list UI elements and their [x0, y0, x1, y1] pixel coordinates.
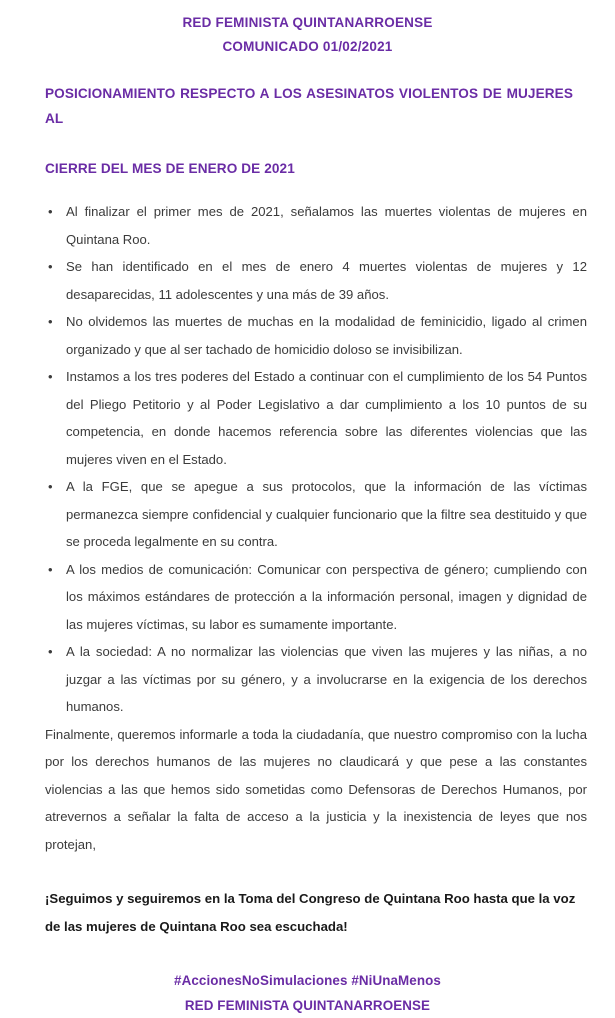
list-item: [45, 473, 587, 556]
page-title-line-1: POSICIONAMIENTO RESPECTO A LOS ASESINATOS VIOLENTOS DE MUJERES AL: [45, 86, 573, 126]
communique-body: [45, 198, 587, 858]
list-item: [45, 363, 587, 473]
page-title-line-2: CIERRE DEL MES DE ENERO DE 2021: [45, 161, 295, 176]
list-item: [45, 556, 587, 639]
list-item-text: Se han identificado en el mes de enero 4 muertes violentas de mujeres y 12 desaparecidas, 11 adolescentes y una más de 39 años.: [66, 259, 587, 302]
organization-name: RED FEMINISTA QUINTANARROENSE: [182, 15, 433, 30]
list-item-text: No olvidemos las muertes de muchas en la modalidad de feminicidio, ligado al crimen organizado y que al ser tachado de homicidio doloso se invisibilizan.: [66, 314, 587, 357]
demands-list: [45, 198, 587, 721]
list-item: [45, 253, 587, 308]
closing-paragraph: Finalmente, queremos informarle a toda la ciudadanía, que nuestro compromiso con la lucha por los derechos humanos de las mujeres no claudicará y que pese a las constantes violencias a las que hemos sido sometidas como Defensoras de Derechos Humanos, por atrevernos a señalar la falta de acceso a la justicia y la inexistencia de leyes que nos protejan,: [45, 726, 587, 852]
hashtags: #AccionesNoSimulaciones #NiUnaMenos: [174, 973, 441, 988]
list-item: [45, 198, 587, 253]
list-item: [45, 308, 587, 363]
list-item-text: Instamos a los tres poderes del Estado a continuar con el cumplimiento de los 54 Puntos del Pliego Petitorio y al Poder Legislativo a dar cumplimiento a los 10 puntos de su competencia, en donde hacemos referencia sobre las diferentes violencias que las mujeres viven en el Estado.: [66, 369, 587, 467]
list-item-text: A la FGE, que se apegue a sus protocolos, que la información de las víctimas permanezca siempre confidencial y cualquier funcionario que la filtre sea destituido y que se proceda legalmente en su contra.: [66, 479, 587, 549]
bulletin-number: COMUNICADO 01/02/2021: [222, 39, 393, 54]
list-item-text: A los medios de comunicación: Comunicar con perspectiva de género; cumpliendo con los máximos estándares de protección a la información personal, imagen y dignidad de las mujeres víctimas, su labor es sumamente importante.: [66, 561, 587, 632]
list-item: [45, 638, 587, 721]
list-item-text: Al finalizar el primer mes de 2021, señalamos las muertes violentas de mujeres en Quintana Roo.: [66, 204, 587, 247]
call-to-action: ¡Seguimos y seguiremos en la Toma del Congreso de Quintana Roo hasta que la voz de las mujeres de Quintana Roo sea escuchada!: [45, 891, 576, 934]
footer-organization-name: RED FEMINISTA QUINTANARROENSE: [184, 998, 431, 1013]
masthead: [0, 0, 615, 59]
page-title: [45, 81, 573, 181]
list-item-text: A la sociedad: A no normalizar las violencias que viven las mujeres y las niñas, a no juzgar a las víctimas por su género, y a involucrarse en la exigencia de los derechos humanos.: [66, 644, 587, 714]
